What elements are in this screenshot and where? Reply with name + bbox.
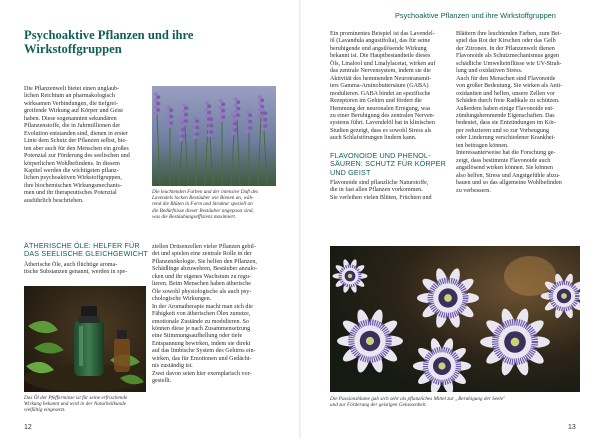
lavender-oil-line: Hemmung der neuronalen Erregung, was [330, 105, 431, 112]
essential-oils-body-line: In der Aromatherapie macht man sich die [152, 303, 253, 310]
passion-flower-caption [330, 396, 580, 408]
flavonoids-body-line: per reduzieren und so zur Vorbeugung [456, 127, 550, 134]
page-title [24, 28, 193, 56]
essential-oils-body-line: chologische Wirkungen. [152, 296, 212, 303]
essential-oils-body-line: gestellt. [152, 378, 172, 385]
peppermint-caption-line: vielfältig eingesetzt. [24, 407, 66, 414]
page-gutter [299, 0, 301, 439]
peppermint-caption-line: Wirkung bekannt und wird in der Naturheilkunde [24, 401, 127, 408]
page-title-line-1: Psychoaktive Pflanzen und ihre [24, 28, 194, 42]
flavonoids-body-line: oder Linderung verschiedener Krankhei- [456, 135, 556, 142]
flavonoids-intro [330, 180, 454, 202]
essential-oils-body-line: können diese je nach Zusammensetzung [152, 325, 251, 332]
essential-oils-body-line: cken und ihr eigenes Wachstum zu regu- [152, 273, 251, 280]
flavonoids-body-line: oxidantien und helfen, unsere Zellen vor [456, 90, 555, 97]
essential-oils-heading [24, 242, 148, 259]
lavender-caption-line: Die leuchtenden Farben und der intensive Duft des [152, 189, 259, 195]
flavonoids-heading-line: FLAVONOIDE UND PHENOL- [330, 151, 431, 160]
flavonoids-body-line: zeigt, dass bestimmte Flavonoide auch [456, 157, 551, 164]
flavonoids-body-line: der Zitronen. In der Pflanzenwelt dienen [456, 45, 555, 52]
intro-line: Pflanzenstoffe, die in Jahrmillionen der [24, 123, 121, 130]
essential-oils-body-line: eine Stimmungsaufhellung oder tiefe [152, 333, 243, 340]
lavender-oil-line: auch Schlafstörungen lindern kann. [330, 135, 417, 142]
lavender-oil-line: Aktivität des hemmenden Neurotransmit- [330, 75, 432, 82]
flavonoids-intro-line: Sie verleihen vielen Blüten, Früchten und [330, 194, 432, 201]
flavonoids-body-line: angstlösend wirken können. Sie können [456, 165, 553, 172]
essential-oils-heading-line-1: ÄTHERISCHE ÖLE: HELFER FÜR [24, 241, 140, 250]
essential-oils-body-line: Zwei davon seien hier exemplarisch vor- [152, 370, 252, 377]
page-title-line-2: Wirkstoffgruppen [24, 42, 122, 56]
lavender-caption-line: rend die Blüten in Form und Struktur speziell an [152, 201, 253, 208]
flavonoids-body-line: also helfen, Stress und Angstgefühle abzu- [456, 172, 560, 179]
intro-line: haben. Diese sogenannten sekundären [24, 115, 117, 122]
essential-oils-heading-line-2: DAS SEELISCHE GLEICHGEWICHT [24, 249, 148, 259]
lavender-oil-paragraph [330, 31, 454, 143]
essential-oils-body-line: nis zuständig ist. [152, 363, 193, 370]
lavender-oil-line: Studien gezeigt, dass es sowohl Stress als [330, 127, 432, 134]
flavonoids-body-line: bauen und so das allgemeine Wohlbefinden [456, 180, 562, 187]
flavonoids-body-line: Außerdem haben einige Flavonoide ent- [456, 105, 555, 112]
intro-line: körperlichen Wohlbefindens. In diesem [24, 160, 120, 167]
lavender-photo [152, 86, 276, 186]
essential-oils-body [152, 244, 278, 386]
lavender-oil-line: systems führt. Lavendelöl hat in klinischen [330, 120, 435, 127]
lavender-oil-line: modulieren. GABA bindet an spezifische [330, 90, 431, 97]
peppermint-oil-caption [24, 395, 148, 414]
lavender-oil-line: beruhigende und angstlösende Wirkung [330, 45, 427, 52]
lavender-caption-line: die Bedürfnisse dieser Bestäuber angepasst sind, [152, 207, 254, 214]
page-number-right: 13 [568, 424, 576, 431]
flavonoids-body-line: bedeutet, dass sie Entzündungen im Kör- [456, 120, 557, 127]
intro-line: lichen psychoaktiven Wirkstoffgruppen, [24, 175, 122, 182]
lavender-caption-line: was die Bestäubungseffizienz maximiert. [152, 213, 237, 220]
essential-oils-body-line: Pflanzenökologie. Sie helfen den Pflanzen, [152, 258, 257, 265]
flavonoids-body-line: von großer Bedeutung. Sie wirken als Anti- [456, 83, 563, 90]
peppermint-caption-line: Das Öl der Pfefferminze ist für seine erfrischende [24, 395, 128, 401]
intro-line: Evolution entstanden sind, dienen in erster [24, 130, 128, 137]
intro-line: men und ihr therapeutisches Potenzial [24, 190, 117, 197]
flavonoids-body-line: Flavonoide als Schutzmechanismus gegen [456, 53, 560, 60]
flavonoids-body-line: zündungshemmende Eigenschaften. Das [456, 112, 555, 119]
intro-line: Linie dem Schutz der Pflanzen selbst, bie- [24, 138, 128, 145]
essential-oils-intro [24, 262, 146, 277]
intro-line: ten aber auch für den Menschen ein großes [24, 145, 129, 152]
lavender-oil-line: bekannt ist. Die Hauptbestandteile dieses [330, 53, 431, 60]
flavonoids-body [456, 31, 580, 195]
lavender-oil-line: Ein prominentes Beispiel ist das Lavendel- [330, 31, 435, 37]
intro-line: Potenzial zur Förderung des seelischen und [24, 153, 130, 160]
essential-oils-body-line: wirken, das für Emotionen und Gedächt- [152, 355, 252, 362]
essential-oils-body-line: Schädlinge abzuwehren, Bestäuber anzulo- [152, 266, 258, 273]
flavonoids-body-line: lung und oxidativen Stress. [456, 68, 523, 75]
intro-line: Kapitel werden die wichtigsten pflanz- [24, 167, 119, 174]
flavonoids-body-line: Auch für den Menschen sind Flavonoide [456, 75, 556, 82]
lavender-oil-line: das zentrale Nervensystem, indem sie die [330, 68, 431, 75]
flavonoids-body-line: Interessanterweise hat die Forschung ge- [456, 150, 556, 157]
lavender-oil-line: öl (Lavandula angustifolia), das für seine [330, 38, 431, 45]
intro-line: Die Pflanzenwelt bietet einen unglaub- [24, 86, 120, 92]
flavonoids-body-line: Blättern ihre leuchtenden Farben, zum Bei- [456, 31, 562, 37]
flavonoids-body-line: schädliche Umwelteinflüsse wie UV-Strah- [456, 60, 562, 67]
page-number-left: 12 [24, 424, 32, 431]
intro-line: wirksamen Verbindungen, die tiefgrei- [24, 100, 118, 107]
lavender-oil-line: Öls, Linalool und Linalylacetat, wirken auf [330, 60, 436, 67]
lavender-caption [152, 189, 280, 220]
essential-oils-body-line: Fähigkeit von ätherischen Ölen zunutze, [152, 311, 251, 318]
flavonoids-heading-line: UND GEIST [330, 167, 371, 177]
passion-caption-line: und zur Förderung der geistigen Gelassenheit. [330, 402, 427, 409]
flavonoids-body-line: ten beitragen können. [456, 142, 509, 149]
essential-oils-intro-line: Ätherische Öle, auch flüchtige aroma- [24, 262, 118, 268]
passion-flower-photo [330, 246, 580, 392]
essential-oils-body-line: det und spielen eine zentrale Rolle in der [152, 251, 252, 258]
passion-caption-line: Die Passionsblume gab sich sehr als pflanzliches Mittel zur „Beruhigung der Seele" [330, 396, 506, 402]
essential-oils-body-line: Entspannung bewirken, indem sie direkt [152, 340, 251, 347]
flavonoids-body-line: spiel das Rot der Kirschen oder das Gelb [456, 38, 556, 45]
peppermint-oil-photo [24, 286, 146, 392]
lavender-oil-line: Rezeptoren im Gehirn und fördert die [330, 98, 422, 105]
essential-oils-body-line: auf das limbische System des Gehirns ein- [152, 348, 256, 355]
running-header: Psychoaktive Pflanzen und ihre Wirkstoffgruppen [395, 11, 556, 20]
intro-line: ausführlich beschrieben. [24, 197, 84, 204]
flavonoids-intro-line: Flavonoide sind pflanzliche Naturstoffe, [330, 180, 429, 186]
flavonoids-heading-line: SÄUREN: SCHUTZ FÜR KÖRPER [330, 159, 446, 169]
essential-oils-body-line: Öle sowohl physiologische als auch psy- [152, 288, 252, 295]
lavender-oil-line: ters Gamma-Aminobuttersäure (GABA) [330, 83, 429, 90]
flavonoids-heading [330, 152, 454, 177]
flavonoids-intro-line: die in fast allen Pflanzen vorkommen. [330, 187, 423, 194]
essential-oils-intro-line: tische Substanzen genannt, werden in spe- [24, 269, 128, 276]
lavender-oil-line: zu einer Beruhigung des zentralen Nerven- [330, 112, 435, 119]
essential-oils-body-line: lieren. Beim Menschen haben ätherische [152, 281, 251, 288]
intro-line: greifende Wirkung auf Körper und Geist [24, 108, 123, 115]
lavender-caption-line: Lavendels locken Bestäuber wie Bienen an, wäh- [152, 195, 254, 202]
intro-paragraph [24, 86, 146, 205]
flavonoids-body-line: Schäden durch freie Radikale zu schützen. [456, 98, 560, 105]
intro-line: ihre biochemischen Wirkungsmechanis- [24, 182, 122, 189]
essential-oils-body-line: ziellen Drüsenzellen vieler Pflanzen gebil- [152, 244, 256, 250]
essential-oils-body-line: emotionale Zustände zu modulieren. So [152, 318, 249, 325]
intro-line: lichen Reichtum an pharmakologisch [24, 93, 115, 100]
flavonoids-body-line: zu verbessern. [456, 187, 491, 194]
